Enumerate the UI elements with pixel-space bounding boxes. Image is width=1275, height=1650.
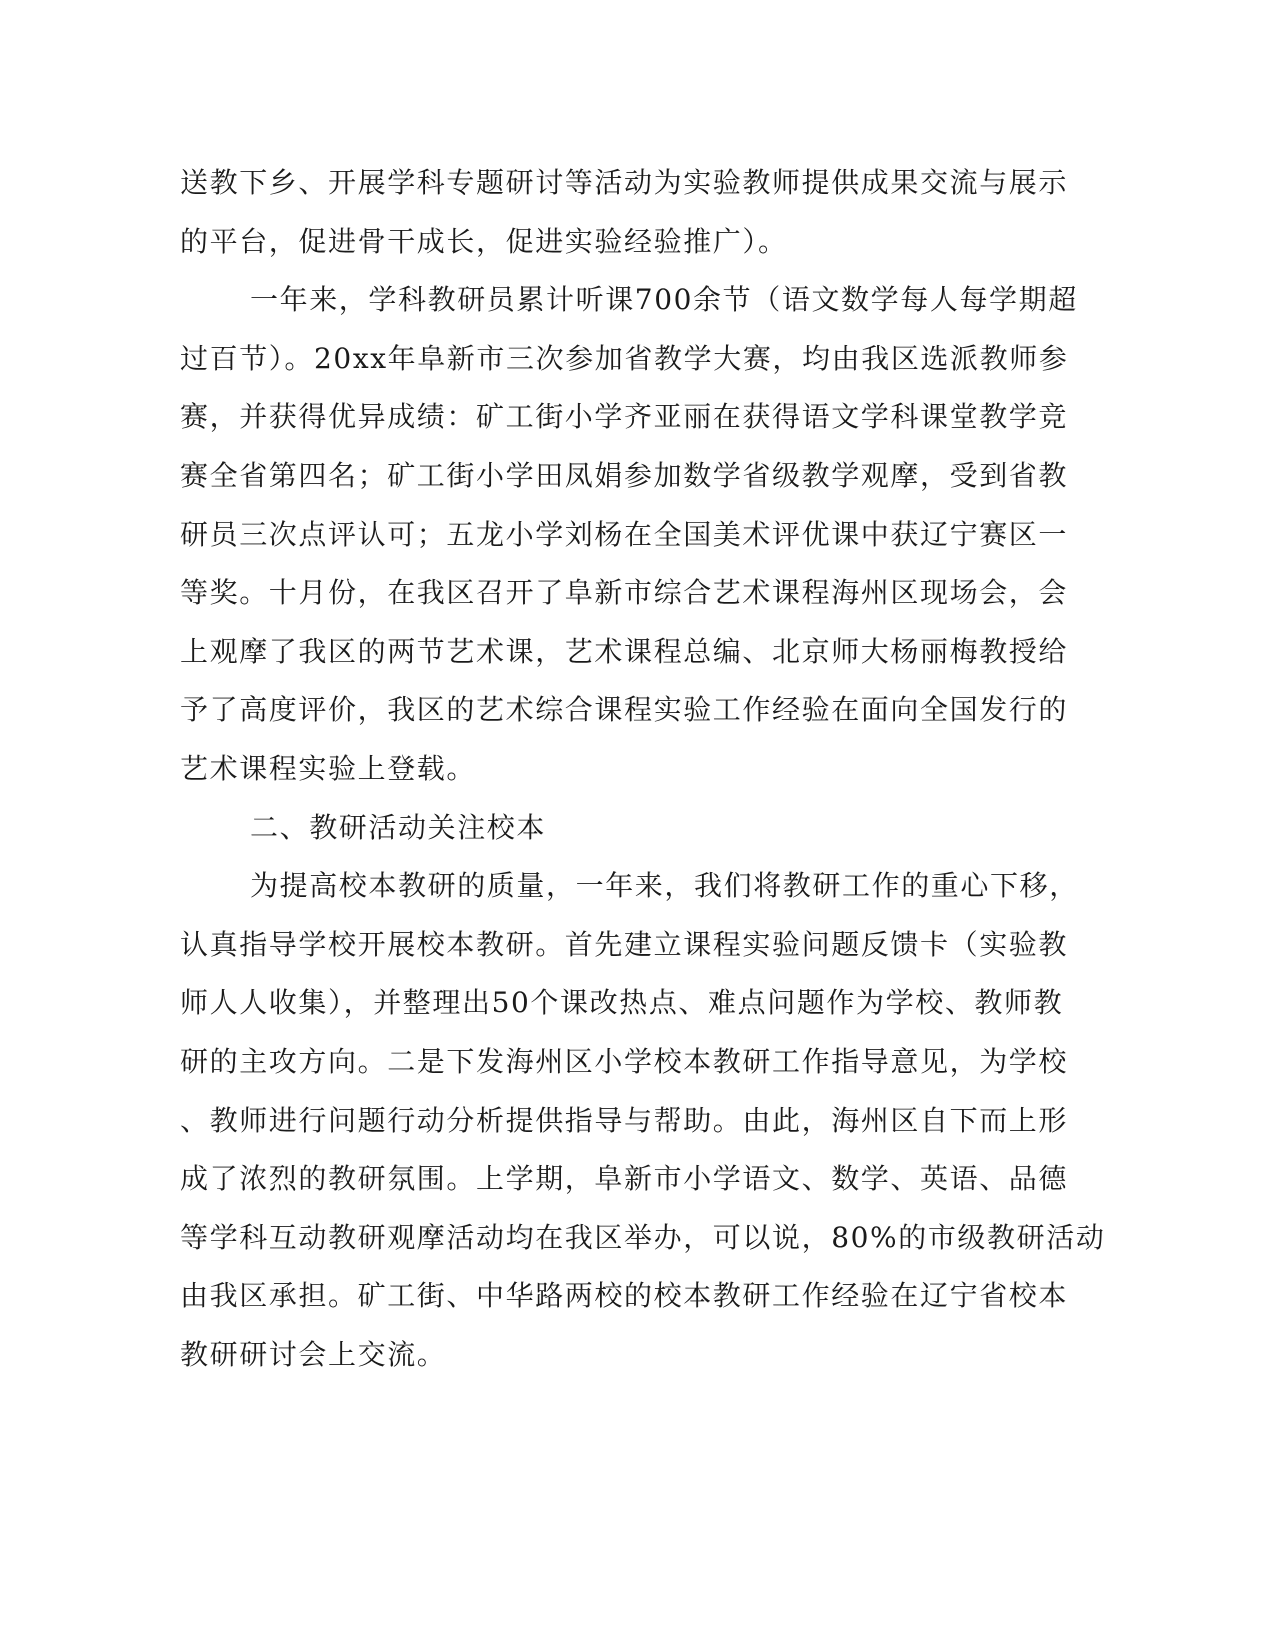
text-line: 研的主攻方向。二是下发海州区小学校本教研工作指导意见，为学校 bbox=[180, 1044, 1069, 1078]
text-line: 等奖。十月份，在我区召开了阜新市综合艺术课程海州区现场会，会 bbox=[180, 576, 1069, 610]
text-line: 赛，并获得优异成绩：矿工街小学齐亚丽在获得语文学科课堂教学竞 bbox=[180, 400, 1069, 434]
text-line: 等学科互动教研观摩活动均在我区举办，可以说，80%的市级教研活动 bbox=[180, 1220, 1106, 1254]
text-line: 艺术课程实验上登载。 bbox=[180, 751, 477, 785]
text-line: 教研研讨会上交流。 bbox=[180, 1337, 447, 1371]
text-line: 予了高度评价，我区的艺术综合课程实验工作经验在面向全国发行的 bbox=[180, 693, 1069, 727]
text-line: 成了浓烈的教研氛围。上学期，阜新市小学语文、数学、英语、品德 bbox=[180, 1162, 1069, 1196]
section-heading: 二、教研活动关注校本 bbox=[250, 810, 547, 844]
text-line: 上观摩了我区的两节艺术课，艺术课程总编、北京师大杨丽梅教授给 bbox=[180, 634, 1069, 668]
text-line: 认真指导学校开展校本教研。首先建立课程实验问题反馈卡（实验教 bbox=[180, 927, 1069, 961]
text-line: 由我区承担。矿工街、中华路两校的校本教研工作经验在辽宁省校本 bbox=[180, 1279, 1069, 1313]
paragraph-start-line: 一年来，学科教研员累计听课700余节（语文数学每人每学期超 bbox=[250, 283, 1078, 317]
text-line: 过百节）。20xx年阜新市三次参加省教学大赛，均由我区选派教师参 bbox=[180, 341, 1069, 375]
body-text bbox=[180, 154, 1106, 1384]
text-line: 赛全省第四名；矿工街小学田凤娟参加数学省级教学观摩，受到省教 bbox=[180, 458, 1069, 492]
paragraph-start-line: 为提高校本教研的质量，一年来，我们将教研工作的重心下移， bbox=[250, 869, 1079, 903]
text-line: 师人人收集），并整理出50个课改热点、难点问题作为学校、教师教 bbox=[180, 986, 1064, 1020]
text-line: 、教师进行问题行动分析提供指导与帮助。由此，海州区自下而上形 bbox=[180, 1103, 1069, 1137]
text-line: 的平台，促进骨干成长，促进实验经验推广）。 bbox=[180, 224, 788, 258]
text-line: 研员三次点评认可；五龙小学刘杨在全国美术评优课中获辽宁赛区一 bbox=[180, 517, 1069, 551]
text-line: 送教下乡、开展学科专题研讨等活动为实验教师提供成果交流与展示 bbox=[180, 166, 1069, 199]
